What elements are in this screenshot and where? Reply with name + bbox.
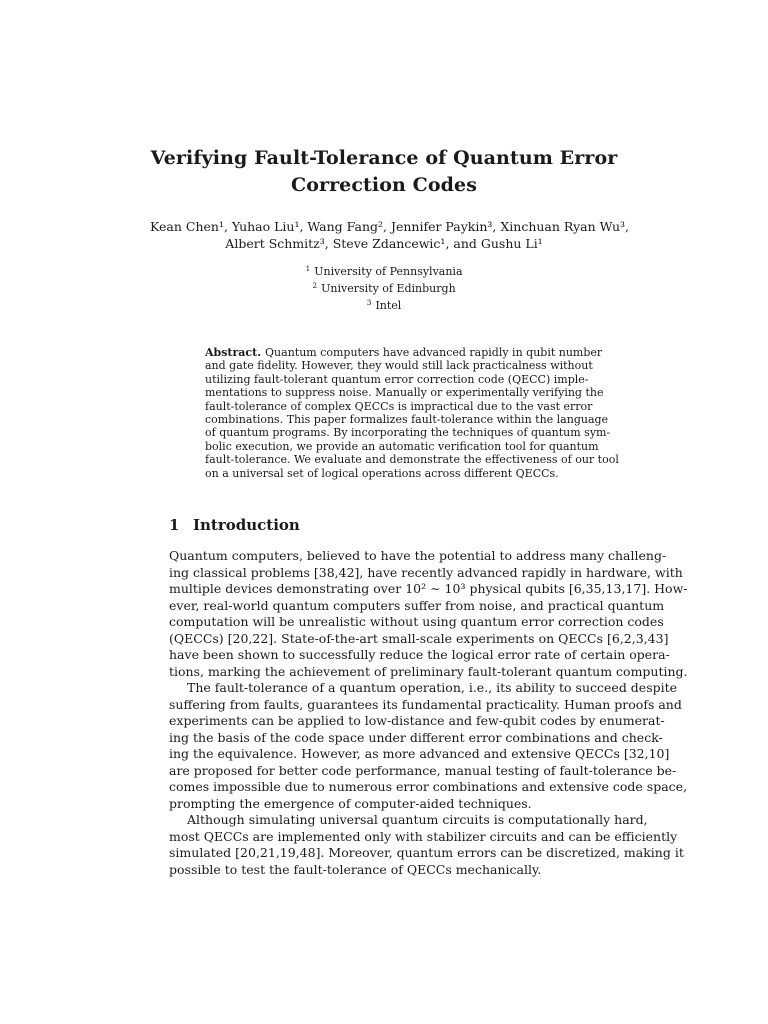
- abstract-line: fault-tolerance. We evaluate and demonstrate the effectiveness of our tool: [205, 453, 619, 467]
- body-line: possible to test the fault-tolerance of QECCs mechanically.: [169, 861, 542, 877]
- abstract-line: mentations to suppress noise. Manually or experimentally verifying the: [205, 386, 604, 400]
- affiliation: [0, 262, 768, 279]
- abstract-line: combinations. This paper formalizes fault-tolerance within the language: [205, 413, 609, 427]
- body-line: experiments can be applied to low-distance and few-qubit codes by enumerat-: [169, 713, 665, 728]
- body-line: are proposed for better code performance, manual testing of fault-tolerance be-: [169, 762, 677, 778]
- title-line-1: Verifying Fault-Tolerance of Quantum Error: [150, 147, 618, 169]
- body-line: ing the equivalence. However, as more advanced and extensive QECCs [32,10]: [169, 746, 670, 761]
- body-line: ing classical problems [38,42], have recently advanced rapidly in hardware, with: [169, 564, 683, 580]
- body-line: (QECCs) [20,22]. State-of-the-art small-scale experiments on QECCs [6,2,3,43]: [169, 630, 669, 646]
- affiliation-name: Intel: [375, 299, 402, 312]
- affiliation-name: University of Edinburgh: [321, 282, 456, 295]
- affiliation-mark: 2: [312, 281, 318, 290]
- abstract-line: bolic execution, we provide an automatic verification tool for quantum: [205, 439, 599, 453]
- body-line: prompting the emergence of computer-aided techniques.: [169, 795, 532, 811]
- section-title: Introduction: [193, 516, 300, 534]
- abstract-line: and gate fidelity. However, they would still lack practicalness without: [205, 359, 593, 373]
- abstract: [205, 346, 619, 480]
- section-heading: [169, 516, 300, 534]
- body-line: suffering from faults, guarantees its fundamental practicality. Human proofs and: [169, 696, 682, 712]
- body-line: tions, marking the achievement of preliminary fault-tolerant quantum computing.: [169, 663, 688, 679]
- body-line: simulated [20,21,19,48]. Moreover, quantum errors can be discretized, making it: [169, 845, 684, 860]
- body-line: The fault-tolerance of a quantum operation, i.e., its ability to succeed despite: [187, 680, 678, 695]
- abstract-line: utilizing fault-tolerant quantum error correction code (QECC) imple-: [205, 372, 589, 386]
- affiliation: [0, 296, 768, 313]
- section-number: 1: [169, 516, 180, 534]
- affiliation-mark: 3: [366, 298, 372, 307]
- authors-line-1: Kean Chen¹, Yuhao Liu¹, Wang Fang², Jennifer Paykin³, Xinchuan Ryan Wu³,: [150, 219, 630, 234]
- author-list: [150, 218, 630, 252]
- affiliation: [0, 279, 768, 296]
- body-line: most QECCs are implemented only with stabilizer circuits and can be efficiently: [169, 828, 678, 844]
- abstract-line: fault-tolerance of complex QECCs is impractical due to the vast error: [205, 399, 593, 413]
- paper-title: [0, 145, 768, 199]
- body-line: Although simulating universal quantum circuits is computationally hard,: [187, 812, 648, 827]
- introduction-body: [169, 548, 688, 878]
- body-line: have been shown to successfully reduce the logical error rate of certain opera-: [169, 647, 670, 662]
- abstract-text: Quantum computers have advanced rapidly in qubit number: [265, 346, 603, 359]
- affiliation-mark: 1: [305, 264, 311, 273]
- affiliations: [0, 262, 768, 313]
- body-line: ever, real-world quantum computers suffer from noise, and practical quantum: [169, 597, 665, 613]
- body-line: ing the basis of the code space under different error combinations and check-: [169, 729, 663, 745]
- authors-line-2: Albert Schmitz³, Steve Zdancewic¹, and Gushu Li¹: [225, 236, 543, 251]
- body-line: comes impossible due to numerous error combinations and extensive code space,: [169, 779, 688, 794]
- abstract-label: Abstract.: [205, 346, 262, 359]
- body-line: Quantum computers, believed to have the potential to address many challeng-: [169, 548, 667, 563]
- body-line: multiple devices demonstrating over 10² ∼ 10³ physical qubits [6,35,13,17]. How-: [169, 581, 688, 596]
- abstract-line: on a universal set of logical operations across different QECCs.: [205, 466, 559, 480]
- body-line: computation will be unrealistic without using quantum error correction codes: [169, 614, 664, 629]
- title-line-2: Correction Codes: [290, 174, 478, 196]
- affiliation-name: University of Pennsylvania: [314, 265, 463, 278]
- abstract-line: of quantum programs. By incorporating the techniques of quantum sym-: [205, 426, 611, 440]
- abstract-line: [205, 346, 603, 359]
